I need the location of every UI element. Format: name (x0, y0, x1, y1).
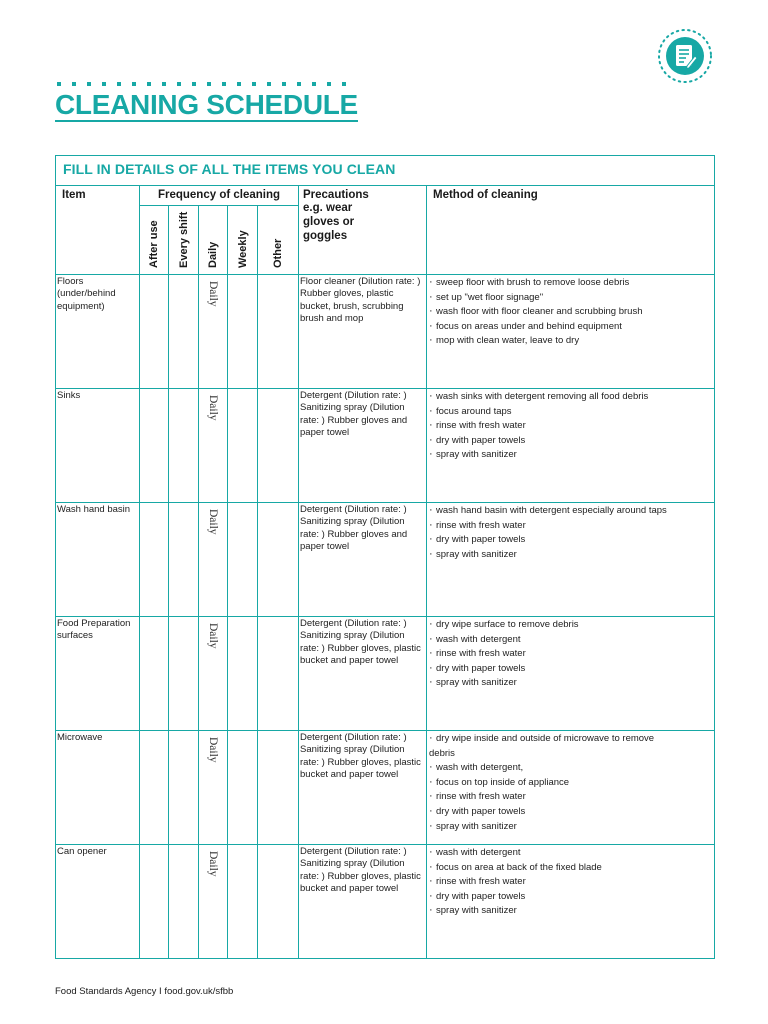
frequency-option-header (140, 206, 169, 275)
frequency-value: Daily (207, 509, 220, 535)
item-cell: Food Preparation surfaces (56, 617, 140, 731)
table-row (56, 617, 715, 731)
method-step: debris (429, 747, 455, 759)
table-row (56, 503, 715, 617)
frequency-cell (140, 845, 169, 959)
method-step: · mop with clean water, leave to dry (429, 334, 712, 349)
frequency-cell (228, 731, 258, 845)
method-step: · wash with detergent (429, 846, 712, 861)
method-step: · dry with paper towels (429, 890, 712, 905)
frequency-cell (228, 503, 258, 617)
table-row (56, 275, 715, 389)
method-step: · wash sinks with detergent removing all food debris (429, 390, 712, 405)
frequency-cell (228, 845, 258, 959)
method-step: · focus on area at back of the fixed blade (429, 861, 712, 876)
method-step: · wash hand basin with detergent especially around taps (429, 504, 712, 519)
title-dots-decoration (57, 80, 358, 88)
precautions-cell: Detergent (Dilution rate: ) Sanitizing spray (Dilution rate: ) Rubber gloves and paper towel (299, 389, 427, 503)
item-cell: Microwave (56, 731, 140, 845)
frequency-cell (258, 617, 299, 731)
frequency-value: Daily (207, 281, 220, 307)
frequency-option-label: Every shift (177, 211, 190, 268)
frequency-option-header (199, 206, 228, 275)
frequency-cell (140, 617, 169, 731)
frequency-cell (199, 617, 228, 731)
frequency-cell (228, 617, 258, 731)
cleaning-schedule-table (55, 155, 715, 959)
frequency-cell (258, 389, 299, 503)
method-step: · spray with sanitizer (429, 820, 712, 835)
frequency-cell (258, 731, 299, 845)
method-cell (427, 731, 715, 845)
table-row (56, 845, 715, 959)
notepad-pen-icon (657, 28, 713, 84)
table-row (56, 731, 715, 845)
frequency-cell (169, 275, 199, 389)
frequency-cell (258, 845, 299, 959)
frequency-option-label: Daily (207, 241, 219, 268)
precautions-cell: Detergent (Dilution rate: ) Sanitizing spray (Dilution rate: ) Rubber gloves and paper towel (299, 503, 427, 617)
frequency-cell (199, 275, 228, 389)
method-step: · spray with sanitizer (429, 676, 712, 691)
method-step: · rinse with fresh water (429, 419, 712, 434)
frequency-value: Daily (207, 737, 220, 763)
frequency-cell (199, 845, 228, 959)
frequency-cell (199, 389, 228, 503)
frequency-cell (169, 845, 199, 959)
frequency-option-header (169, 206, 199, 275)
precautions-cell: Floor cleaner (Dilution rate: ) Rubber gloves, plastic bucket, brush, scrubbing brush and mop (299, 275, 427, 389)
item-cell: Floors (under/behind equipment) (56, 275, 140, 389)
method-step: · focus on areas under and behind equipment (429, 320, 712, 335)
frequency-cell (169, 503, 199, 617)
method-step: · rinse with fresh water (429, 519, 712, 534)
frequency-cell (228, 389, 258, 503)
method-step: · spray with sanitizer (429, 448, 712, 463)
frequency-value: Daily (207, 851, 220, 877)
footer-text: Food Standards Agency I food.gov.uk/sfbb (55, 986, 234, 997)
title-block (55, 80, 358, 122)
precautions-sublabel: e.g. wear gloves or goggles (303, 202, 355, 242)
column-header-method: Method of cleaning (427, 186, 715, 275)
method-step: · rinse with fresh water (429, 647, 712, 662)
precautions-label: Precautions (303, 189, 369, 201)
frequency-cell (199, 503, 228, 617)
method-step: · dry with paper towels (429, 805, 712, 820)
method-cell (427, 503, 715, 617)
table-row (56, 389, 715, 503)
frequency-option-header (258, 206, 299, 275)
method-cell (427, 617, 715, 731)
frequency-option-label: After use (148, 220, 160, 268)
page-title: CLEANING SCHEDULE (55, 89, 358, 120)
method-step: · focus on top inside of appliance (429, 776, 712, 791)
method-step: · wash with detergent, (429, 761, 712, 776)
precautions-cell: Detergent (Dilution rate: ) Sanitizing spray (Dilution rate: ) Rubber gloves, plastic bucket and paper towel (299, 731, 427, 845)
method-step: · dry wipe surface to remove debris (429, 618, 712, 633)
frequency-value: Daily (207, 395, 220, 421)
item-cell: Can opener (56, 845, 140, 959)
frequency-cell (140, 731, 169, 845)
method-cell (427, 275, 715, 389)
frequency-cell (140, 389, 169, 503)
frequency-cell (258, 275, 299, 389)
method-step: · dry with paper towels (429, 662, 712, 677)
frequency-cell (228, 275, 258, 389)
frequency-cell (140, 503, 169, 617)
method-step: · dry with paper towels (429, 533, 712, 548)
method-step: · spray with sanitizer (429, 548, 712, 563)
frequency-option-header (228, 206, 258, 275)
column-header-frequency: Frequency of cleaning (140, 186, 299, 206)
method-step: · sweep floor with brush to remove loose debris (429, 276, 712, 291)
frequency-cell (140, 275, 169, 389)
precautions-cell: Detergent (Dilution rate: ) Sanitizing spray (Dilution rate: ) Rubber gloves, plastic bucket and paper towel (299, 617, 427, 731)
method-step: · rinse with fresh water (429, 790, 712, 805)
method-step: · spray with sanitizer (429, 904, 712, 919)
frequency-cell (258, 503, 299, 617)
method-step: · wash floor with floor cleaner and scrubbing brush (429, 305, 712, 320)
method-step: · focus around taps (429, 405, 712, 420)
frequency-option-label: Weekly (236, 230, 249, 268)
method-cell (427, 845, 715, 959)
column-header-item: Item (56, 186, 140, 275)
method-step: · wash with detergent (429, 633, 712, 648)
method-cell (427, 389, 715, 503)
method-step: · set up "wet floor signage" (429, 291, 712, 306)
column-header-precautions (299, 186, 427, 275)
frequency-cell (169, 617, 199, 731)
item-cell: Sinks (56, 389, 140, 503)
frequency-option-label: Other (272, 238, 284, 268)
method-step: · dry wipe inside and outside of microwave to remove (429, 732, 712, 747)
table-banner: FILL IN DETAILS OF ALL THE ITEMS YOU CLEAN (56, 156, 715, 186)
frequency-cell (199, 731, 228, 845)
item-cell: Wash hand basin (56, 503, 140, 617)
frequency-value: Daily (207, 623, 220, 649)
frequency-cell (169, 731, 199, 845)
precautions-cell: Detergent (Dilution rate: ) Sanitizing spray (Dilution rate: ) Rubber gloves, plastic bucket and paper towel (299, 845, 427, 959)
method-step: · dry with paper towels (429, 434, 712, 449)
method-step: · rinse with fresh water (429, 875, 712, 890)
frequency-cell (169, 389, 199, 503)
